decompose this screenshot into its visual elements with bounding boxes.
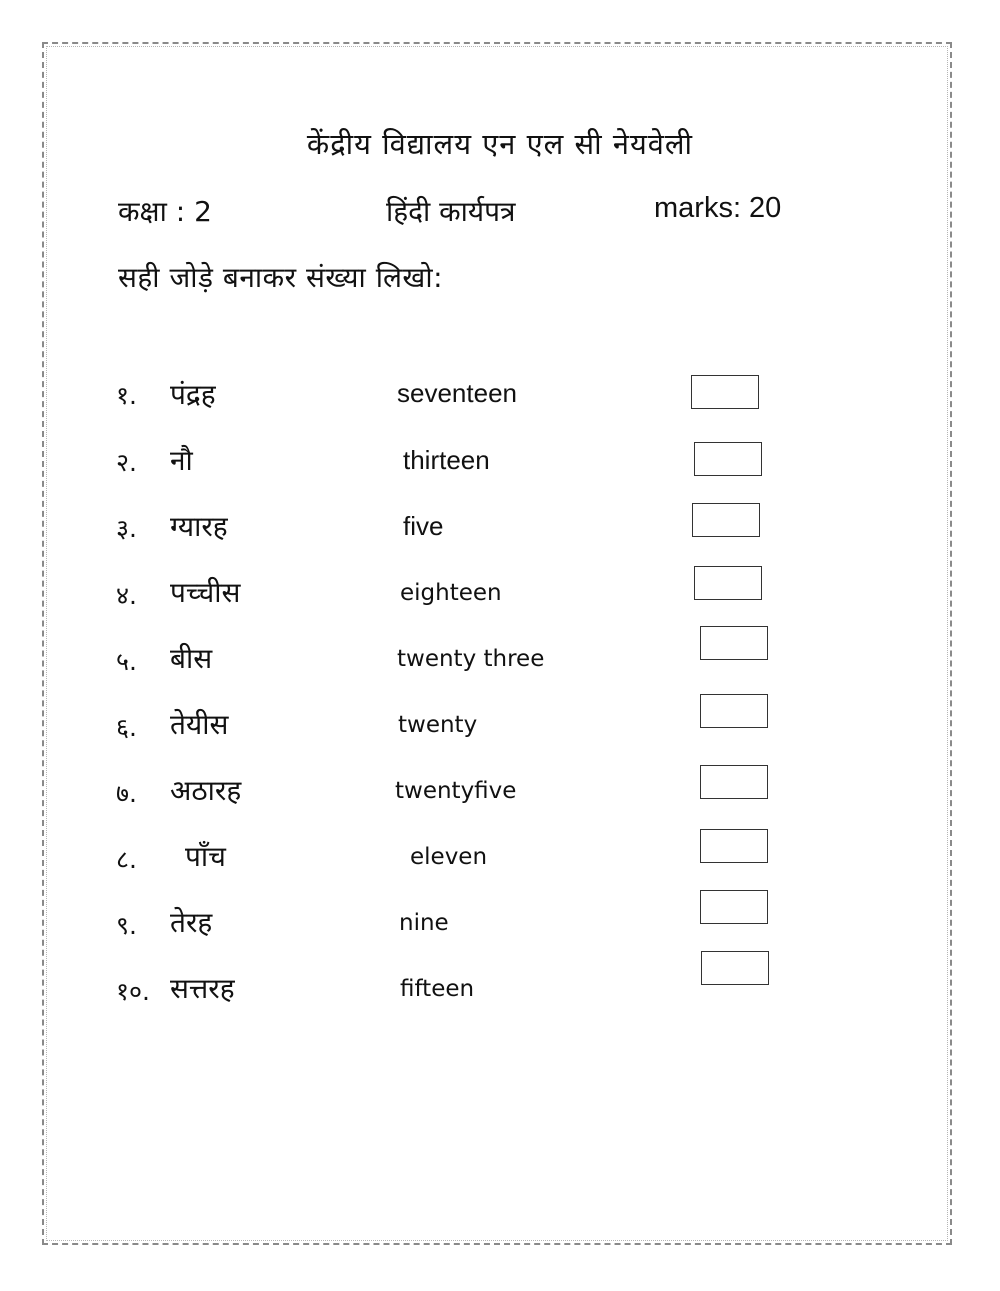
list-item: [0, 836, 1000, 876]
answer-box[interactable]: [692, 503, 760, 537]
hindi-word: पंद्रह: [170, 378, 216, 411]
english-word: twentyfive: [395, 778, 517, 804]
item-number: १०.: [116, 977, 150, 1006]
list-item: [0, 506, 1000, 546]
english-word: nine: [399, 910, 449, 936]
answer-box[interactable]: [700, 694, 768, 728]
answer-box[interactable]: [691, 375, 759, 409]
instruction-text: सही जोड़े बनाकर संख्या लिखो:: [118, 261, 444, 294]
english-word: thirteen: [403, 445, 490, 475]
english-word: twenty: [398, 712, 478, 738]
item-number: ६.: [116, 713, 137, 742]
hindi-word: ग्यारह: [170, 510, 228, 543]
marks-label: marks: 20: [654, 192, 782, 224]
item-number: २.: [116, 448, 137, 477]
list-item: [0, 704, 1000, 744]
hindi-word: नौ: [170, 444, 193, 477]
answer-box[interactable]: [701, 951, 769, 985]
list-item: [0, 374, 1000, 414]
hindi-word: तेरह: [170, 906, 213, 939]
item-number: ४.: [116, 581, 137, 610]
answer-box[interactable]: [694, 566, 762, 600]
item-number: ३.: [116, 514, 137, 543]
answer-box[interactable]: [700, 765, 768, 799]
subject-title: हिंदी कार्यपत्र: [386, 195, 516, 228]
answer-box[interactable]: [694, 442, 762, 476]
english-word: fifteen: [400, 976, 475, 1002]
list-item: [0, 770, 1000, 810]
hindi-word: पच्चीस: [170, 576, 241, 609]
english-word: twenty three: [397, 646, 545, 672]
hindi-word: बीस: [170, 642, 213, 675]
hindi-word: तेयीस: [170, 708, 229, 741]
item-number: ५.: [116, 647, 137, 676]
english-word: eleven: [410, 844, 488, 870]
answer-box[interactable]: [700, 829, 768, 863]
hindi-word: अठारह: [170, 774, 242, 807]
answer-box[interactable]: [700, 626, 768, 660]
list-item: [0, 572, 1000, 612]
item-number: ९.: [116, 911, 137, 940]
answer-box[interactable]: [700, 890, 768, 924]
english-word: seventeen: [397, 378, 517, 408]
english-word: eighteen: [400, 580, 502, 606]
list-item: [0, 638, 1000, 678]
item-number: १.: [116, 381, 137, 410]
list-item: [0, 968, 1000, 1008]
class-label: कक्षा : 2: [118, 195, 212, 228]
school-title: केंद्रीय विद्यालय एन एल सी नेयवेली: [306, 127, 694, 161]
list-item: [0, 440, 1000, 480]
english-word: five: [403, 511, 444, 541]
item-number: ७.: [116, 779, 137, 808]
item-number: ८.: [116, 845, 137, 874]
hindi-word: सत्तरह: [170, 972, 235, 1005]
hindi-word: पाँच: [185, 840, 226, 873]
list-item: [0, 902, 1000, 942]
